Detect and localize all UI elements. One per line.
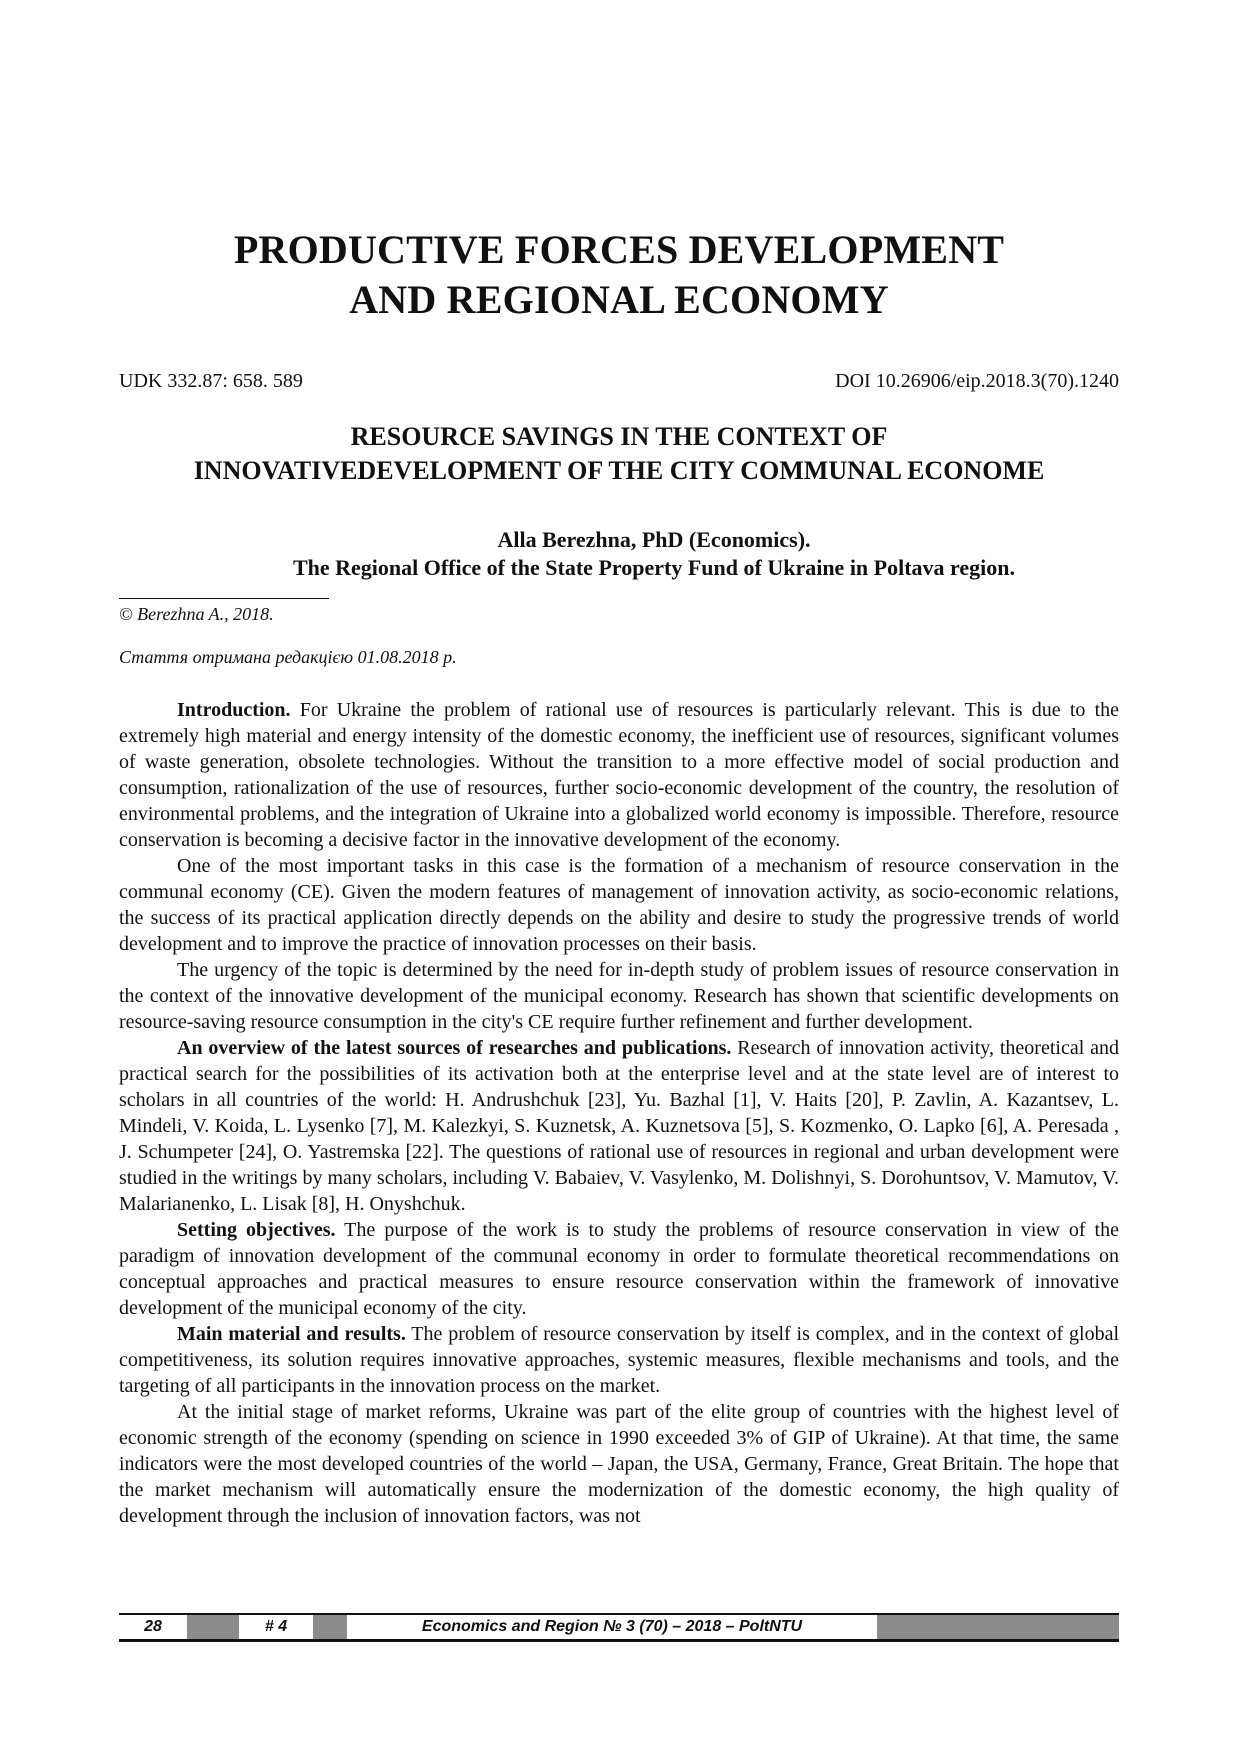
heading-overview: An overview of the latest sources of researches and publications. — [177, 1037, 732, 1059]
paragraph-text: For Ukraine the problem of rational use of resources is particularly relevant. This is due to the extremely high material and energy intensity of the domestic economy, the inefficient use of resources, significant volumes of waste generation, obsolete technologies. Without the transition to a more effective model of social production and consumption, rationalization of the use of resources, further socio-economic development of the country, the resolution of environmental problems, and the integration of Ukraine into a globalized world economy is impossible. Therefore, resource conservation is becoming a decisive factor in the innovative development of the economy. — [119, 699, 1119, 851]
footer-gray-block — [187, 1615, 239, 1639]
copyright: © Berezhna A., 2018. — [119, 604, 274, 624]
section-title-line-1: PRODUCTIVE FORCES DEVELOPMENT — [233, 227, 1005, 272]
heading-objectives: Setting objectives. — [177, 1219, 336, 1241]
article-title-line-2: INNOVATIVEDEVELOPMENT OF THE CITY COMMUNAL ECONOME — [193, 456, 1045, 485]
affiliation: The Regional Office of the State Property Fund of Ukraine in Poltava region. — [292, 555, 1016, 580]
footnote-divider — [119, 598, 329, 599]
paragraph: One of the most important tasks in this case is the formation of a mechanism of resource conservation in the communal economy (CE). Given the modern features of management of innovation activity, as socio-economic relations, the success of its practical application directly depends on the ability and desire to study the progressive trends of world development and to improve the practice of innovation processes on their basis. — [119, 855, 1119, 955]
article-title-line-1: RESOURCE SAVINGS IN THE CONTEXT OF — [350, 422, 888, 451]
footer-gray-block — [313, 1615, 347, 1639]
paragraph-text: Research of innovation activity, theoretical and practical search for the possibilities of its activation both at the enterprise level and at the state level are of interest to scholars in all countries of the world: H. Andrushchuk [23], Yu. Bazhal [1], V. Haits [20], P. Zavlin, A. Kazantsev, L. Mindeli, V. Koida, L. Lysenko [7], M. Kalezkyi, S. Kuznetsk, A. Kuznetsova [5], S. Kozmenko, O. Lapko [6], A. Peresada , J. Schumpeter [24], O. Yastremska [22]. The questions of rational use of resources in regional and urban development were studied in the writings by many scholars, including V. Babaiev, V. Vasylenko, M. Dolishnyi, S. Dorohuntsov, V. Mamutov, V. Malarianenko, L. Lisak [8], H. Onyshchuk. — [119, 1037, 1119, 1215]
page — [119, 0, 1119, 1754]
doi: DOI 10.26906/eip.2018.3(70).1240 — [835, 370, 1119, 392]
footer-issue-number: # 4 — [239, 1615, 313, 1639]
paragraph-text: The problem of resource conservation by itself is complex, and in the context of global competitiveness, its solution requires innovative approaches, systemic measures, flexible mechanisms and tools, and the targeting of all participants in the innovation process on the market. — [119, 1323, 1120, 1397]
heading-main-material: Main material and results. — [177, 1323, 406, 1345]
article-title — [119, 420, 1119, 488]
footer-page-number: 28 — [119, 1615, 187, 1639]
author: Alla Berezhna, PhD (Economics). — [497, 527, 811, 552]
paragraph-main-material — [119, 1321, 1119, 1399]
paragraph-introduction — [119, 697, 1119, 853]
section-title — [119, 225, 1119, 325]
page-footer — [119, 1613, 1119, 1642]
section-title-line-2: AND REGIONAL ECONOMY — [349, 277, 889, 322]
paragraph: The urgency of the topic is determined by the need for in-depth study of problem issues of resource conservation in the context of the innovative development of the municipal economy. Research has shown that scientific developments on resource-saving resource consumption in the city's CE require further refinement and further development. — [119, 959, 1119, 1033]
received-date: Стаття отримана редакцією 01.08.2018 р. — [119, 647, 457, 667]
paragraph-overview — [119, 1035, 1119, 1217]
footer-gray-block — [877, 1615, 1119, 1639]
heading-introduction: Introduction. — [177, 699, 291, 721]
udk-code: UDK 332.87: 658. 589 — [119, 370, 303, 392]
paragraph: At the initial stage of market reforms, Ukraine was part of the elite group of countries with the highest level of economic strength of the economy (spending on science in 1990 exceeded 3% of GIP of Ukraine). At that time, the same indicators were the most developed countries of the world – Japan, the USA, Germany, France, Great Britain. The hope that the market mechanism will automatically ensure the modernization of the domestic economy, the high quality of development through the inclusion of innovation factors, was not — [119, 1401, 1119, 1527]
article-body — [119, 697, 1119, 1529]
paragraph-text: The purpose of the work is to study the problems of resource conservation in view of the paradigm of innovation development of the communal economy in order to formulate theoretical recommendations on conceptual approaches and practical measures to ensure resource conservation within the framework of innovative development of the municipal economy of the city. — [119, 1219, 1119, 1319]
footer-journal-name: Economics and Region № 3 (70) – 2018 – PoltNTU — [347, 1615, 877, 1639]
paragraph-objectives — [119, 1217, 1119, 1321]
